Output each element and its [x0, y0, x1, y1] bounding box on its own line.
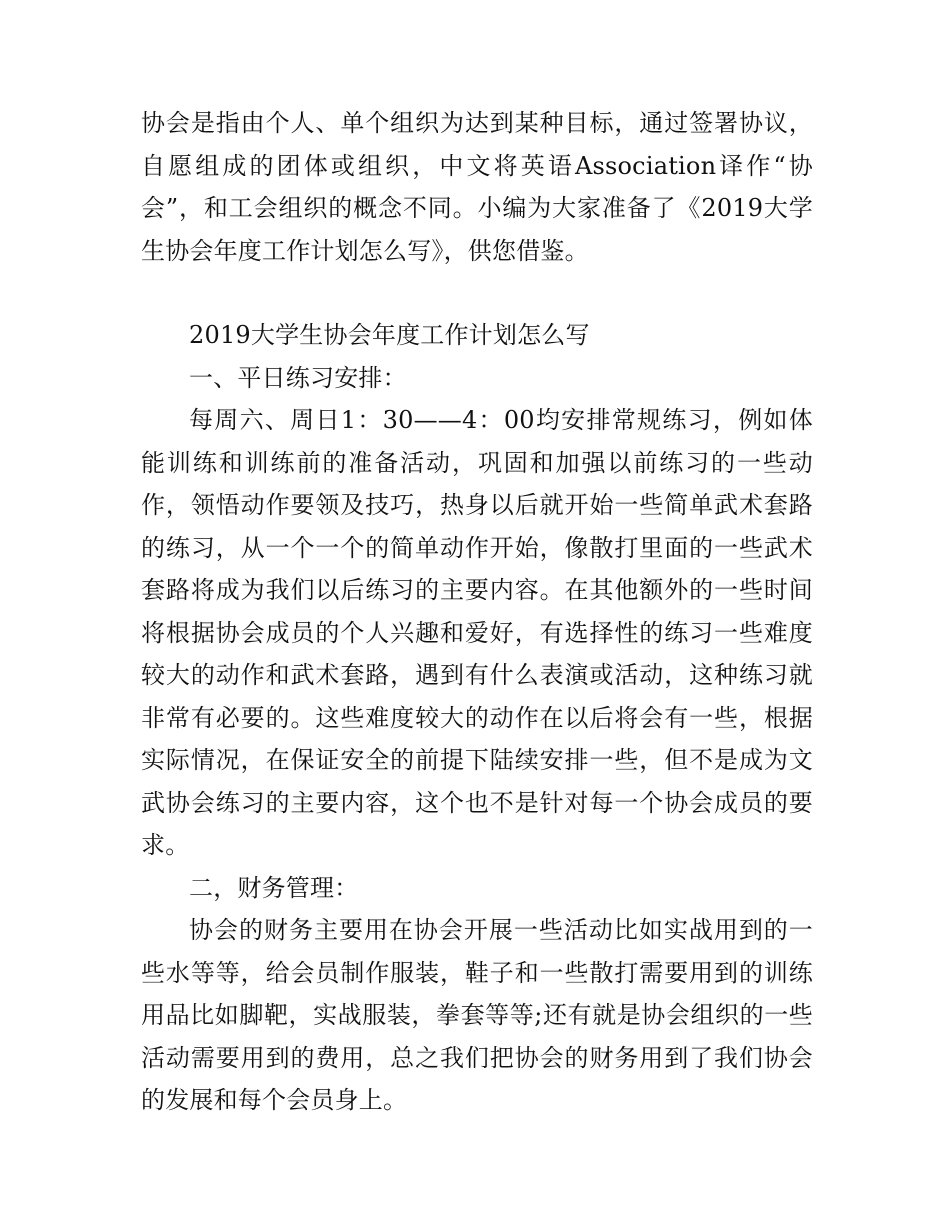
document-page: [141, 102, 813, 1122]
section2-body: 协会的财务主要用在协会开展一些活动比如实战用到的一些水等等，给会员制作服装，鞋子和一些散打需要用到的训练用品比如脚靶，实战服装，拳套等等;还有就是协会组织的一些活动需要用到的费用，总之我们把协会的财务用到了我们协会的发展和每个会员身上。: [141, 916, 813, 1114]
section1-body: 每周六、周日1：30——4：00均安排常规练习，例如体能训练和训练前的准备活动，巩固和加强以前练习的一些动作，领悟动作要领及技巧，热身以后就开始一些简单武术套路的练习，从一个一个的简单动作开始，像散打里面的一些武术套路将成为我们以后练习的主要内容。在其他额外的一些时间将根据协会成员的个人兴趣和爱好，有选择性的练习一些难度较大的动作和武术套路，遇到有什么表演或活动，这种练习就非常有必要的。这些难度较大的动作在以后将会有一些，根据实际情况，在保证安全的前提下陆续安排一些，但不是成为文武协会练习的主要内容，这个也不是针对每一个协会成员的要求。: [141, 406, 813, 859]
section1-heading: 一、平日练习安排：: [189, 363, 407, 392]
section2-heading: 二，财务管理：: [189, 873, 359, 902]
intro-paragraph: 协会是指由个人、单个组织为达到某种目标，通过签署协议，自愿组成的团体或组织，中文将英语Association译作“协会”，和工会组织的概念不同。小编为大家准备了《2019大学生协会年度工作计划怎么写》，供您借鉴。: [141, 109, 813, 265]
document-title: 2019大学生协会年度工作计划怎么写: [189, 321, 590, 349]
